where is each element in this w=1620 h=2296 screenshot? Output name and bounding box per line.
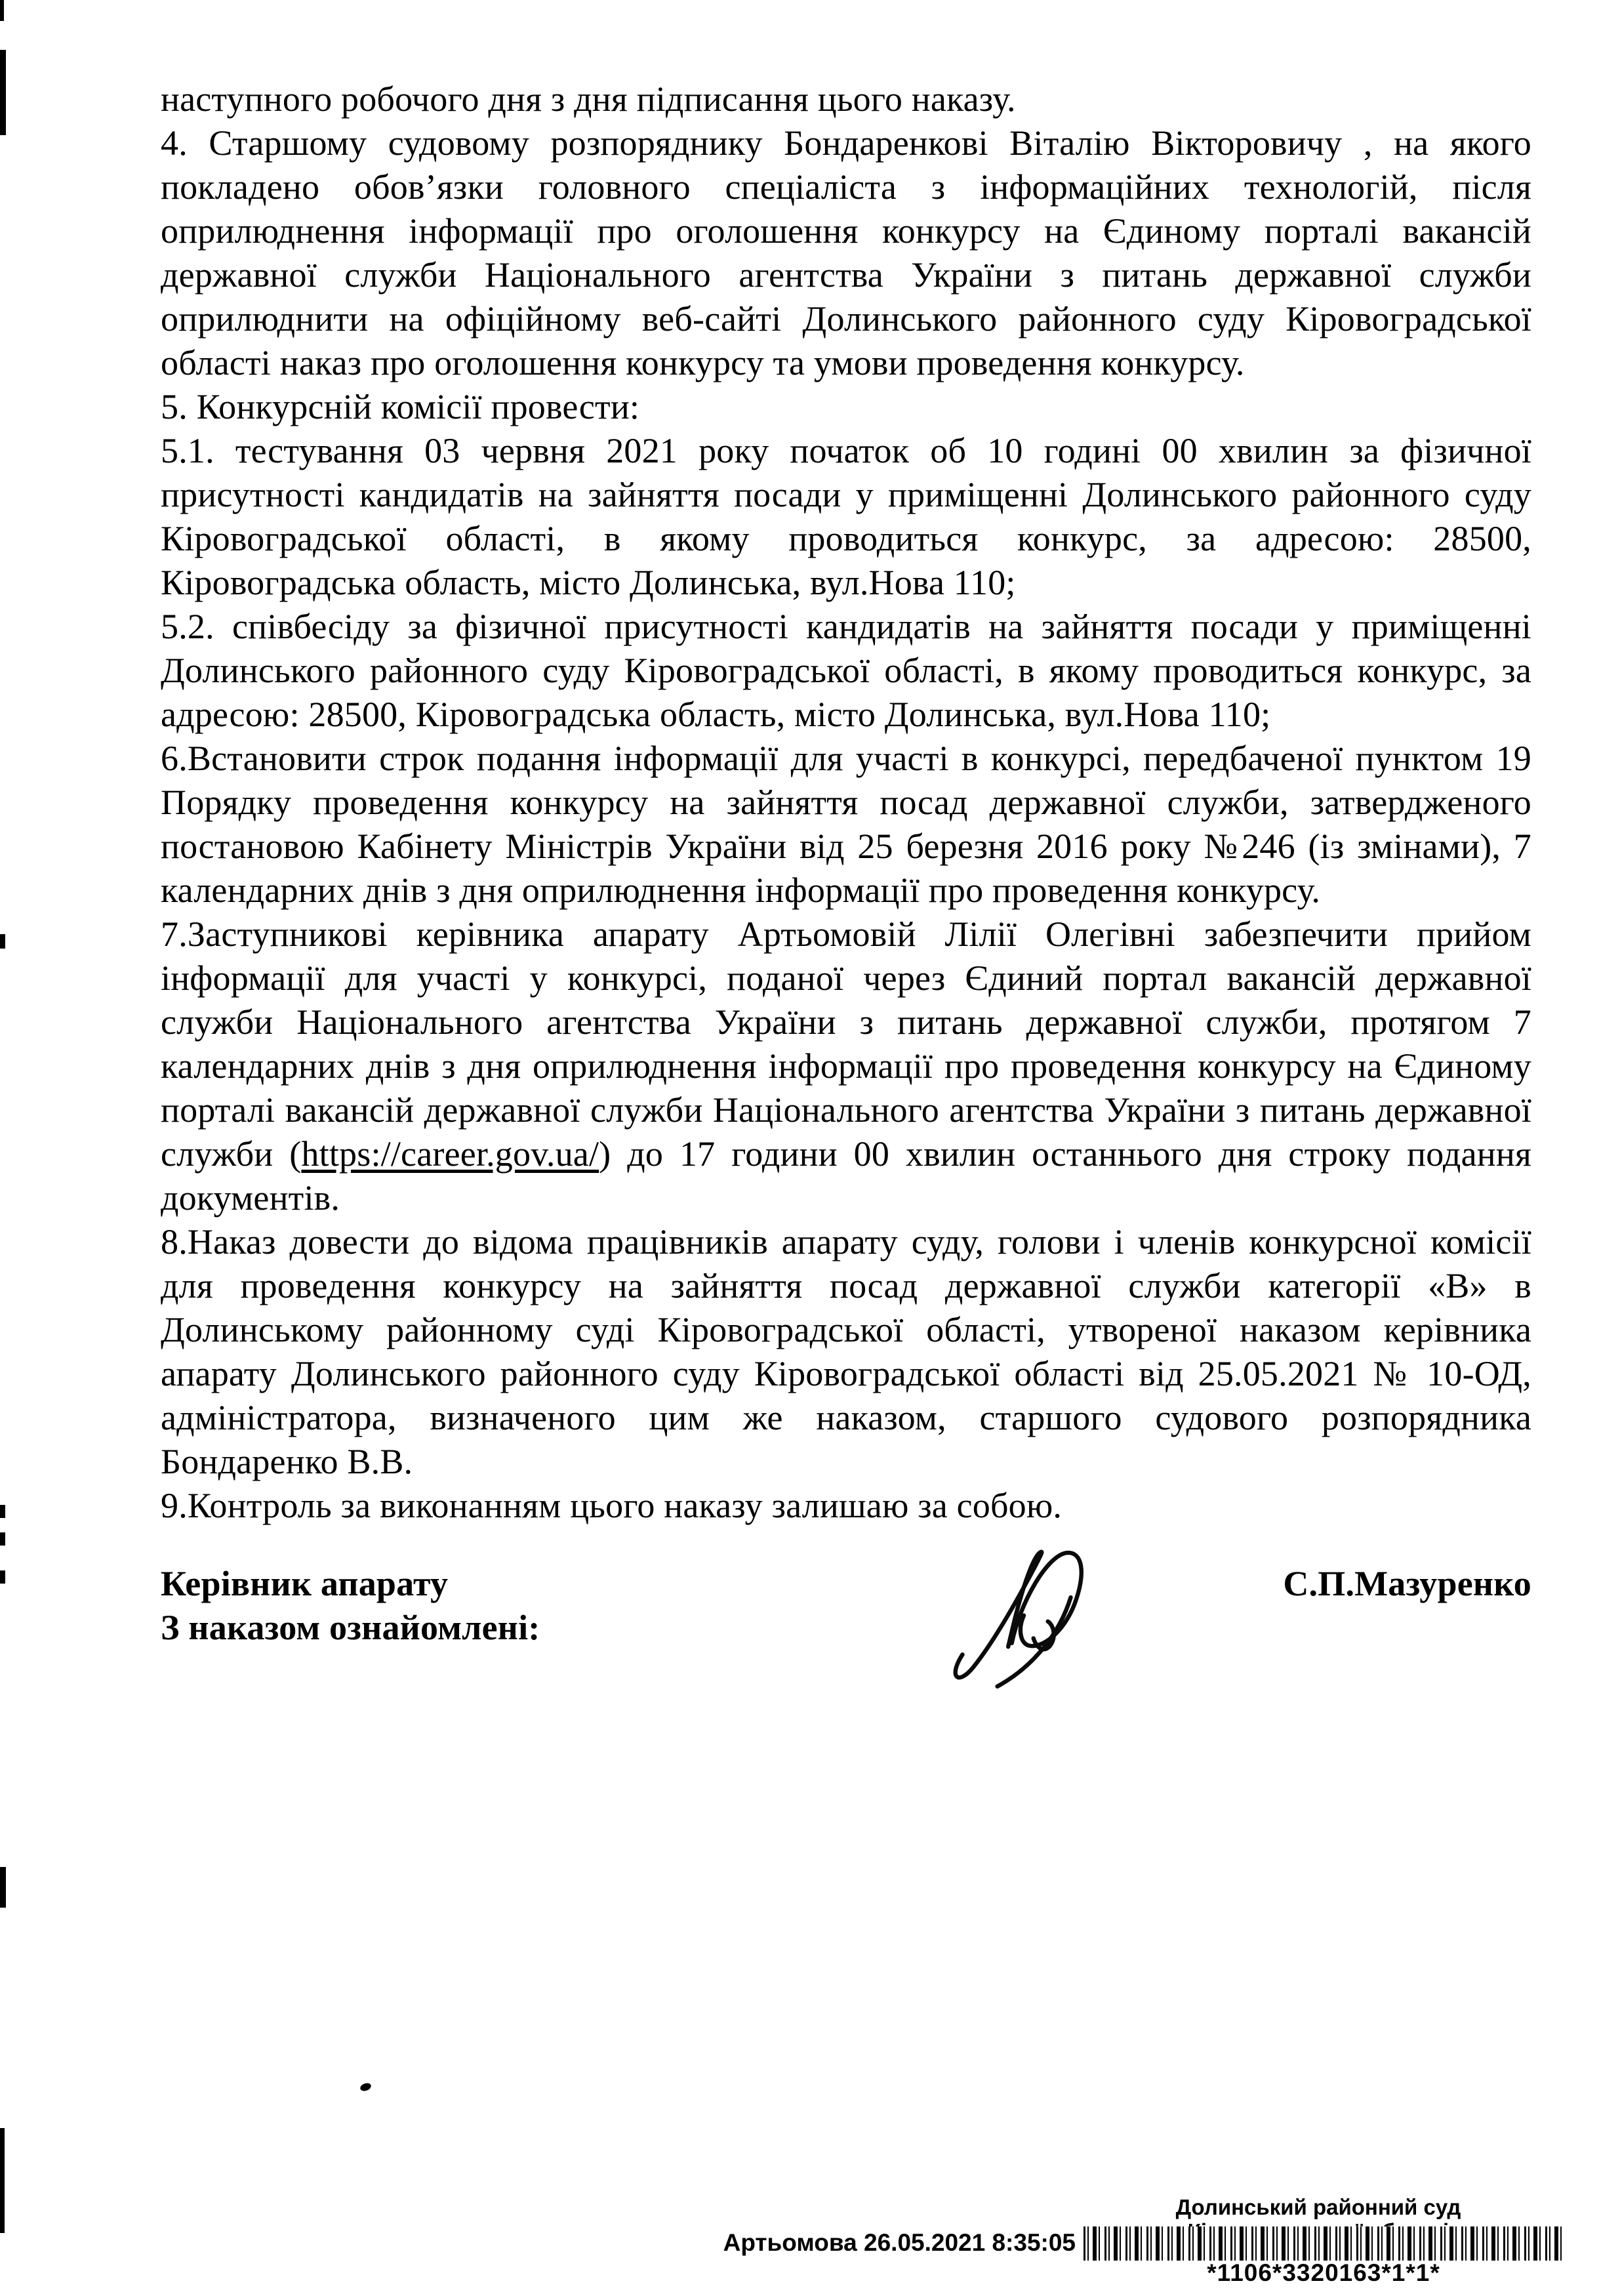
career-gov-link: https://career.gov.ua/ <box>301 1134 599 1174</box>
scan-artifact-edge <box>0 50 6 135</box>
scan-artifact-edge <box>0 1570 5 1584</box>
scan-artifact-ink-dot <box>359 2081 373 2092</box>
acknowledgement-label: З наказом ознайомлені: <box>161 1608 540 1647</box>
signature-row <box>161 1562 1531 1606</box>
stamp-user-datetime: Артьомова 26.05.2021 8:35:05 <box>723 2229 1076 2256</box>
scan-artifact-edge <box>0 1867 6 1908</box>
continuation-line: наступного робочого дня з дня підписання цього наказу. <box>161 79 1016 119</box>
barcode <box>1083 2226 1564 2261</box>
scan-artifact-edge <box>0 934 5 949</box>
order-item-7-tail: ) до 17 години 00 хвилин останнього дня строку подання документів. <box>161 1134 1531 1218</box>
scan-artifact-edge <box>0 2128 5 2233</box>
order-item-6: 6.Встановити строк подання інформації для участі в конкурсі, передбаченої пунктом 19 Порядку проведення конкурсу на зайняття посад державної служби, затвердженого постановою Кабінету Міністрів України від 25 березня 2016 року №246 (із змінами), 7 календарних днів з дня оприлюднення інформації про проведення конкурсу. <box>161 739 1531 910</box>
signatory-title: Керівник апарату <box>161 1564 449 1603</box>
scan-artifact-edge <box>0 0 4 21</box>
scan-artifact-edge <box>0 1505 5 1518</box>
barcode-value: *1106*3320163*1*1* <box>1207 2259 1440 2286</box>
scan-artifact-edge <box>0 1532 5 1546</box>
order-item-8: 8.Наказ довести до відома працівників апарату суду, голови і членів конкурсної комісії для проведення конкурсу на зайняття посад державної служби категорії «В» в Долинському районному суді Кіровоградської області, утвореної наказом керівника апарату Долинського районного суду Кіровоградської області від 25.05.2021 № 10-ОД, адміністратора, визначеного цим же наказом, старшого судового розпорядника Бондаренко В.В. <box>161 1222 1531 1481</box>
order-item-7 <box>161 912 1531 1220</box>
order-text-column <box>161 77 1531 1650</box>
order-item-5-1: 5.1. тестування 03 червня 2021 року початок об 10 годині 00 хвилин за фізичної присутності кандидатів на зайняття посади у приміщенні Долинського районного суду Кіровоградської області, в якому проводиться конкурс, за адресою: 28500, Кіровоградська область, місто Долинська, вул.Нова 110; <box>161 431 1531 602</box>
order-item-5-2: 5.2. співбесіду за фізичної присутності кандидатів на зайняття посади у приміщенні Долинського районного суду Кіровоградської області, в якому проводиться конкурс, за адресою: 28500, Кіровоградська область, місто Долинська, вул.Нова 110; <box>161 607 1531 734</box>
signatory-name: С.П.Мазуренко <box>1283 1564 1531 1603</box>
order-item-9: 9.Контроль за виконанням цього наказу залишаю за собою. <box>161 1486 1063 1525</box>
order-item-7-text: 7.Заступникові керівника апарату Артьомовій Лілії Олегівні забезпечити прийом інформації для участі у конкурсі, поданої через Єдиний портал вакансій державної служби Національного агентства України з питань державної служби, протягом 7 календарних днів з дня оприлюднення інформації про проведення конкурсу на Єдиному порталі вакансій державної служби Національного агентства України з питань державної служби ( <box>161 914 1531 1174</box>
order-item-4: 4. Старшому судовому розпоряднику Бондаренкові Віталію Вікторовичу , на якого покладено обов’язки головного спеціаліста з інформаційних технологій, після оприлюднення інформації про оголошення конкурсу на Єдиному порталі вакансій державної служби Національного агентства України з питань державної служби оприлюднити на офіційному веб-сайті Долинського районного суду Кіровоградської області наказ про оголошення конкурсу та умови проведення конкурсу. <box>161 123 1531 382</box>
order-item-5: 5. Конкурсній комісії провести: <box>161 387 640 426</box>
footer-court-name-line1: Долинський районний суд <box>1175 2195 1461 2219</box>
